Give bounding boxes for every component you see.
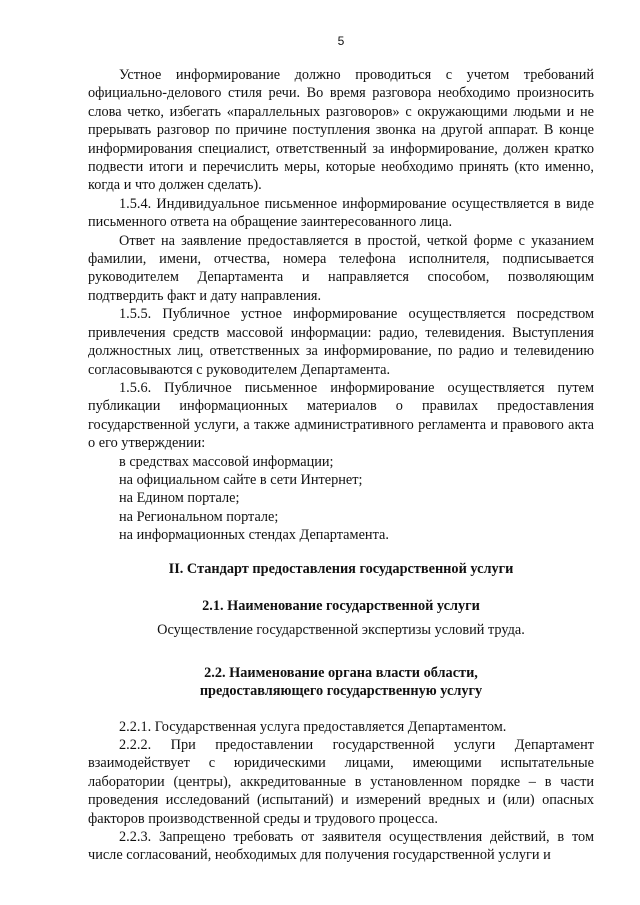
paragraph-2-2-2: 2.2.2. При предоставлении государственной услуги Департамент взаимодействует с юридическими лицами, имеющими испытательные лаборатории (центры), аккредитованные в установленном порядке – в части проведения исследований (испытаний) и измерений вредных и (или) опасных факторов производственной среды и трудового процесса.: [88, 737, 594, 827]
subsection-heading-2-2: [88, 664, 594, 701]
heading-line: 2.2. Наименование органа власти области,: [204, 664, 478, 681]
paragraph-response-form: Ответ на заявление предоставляется в простой, четкой форме с указанием фамилии, имени, отчества, номера телефона исполнителя, подписывается руководителем Департамента и направляется способом, позволяющим подтвердить факт и дату направления.: [88, 232, 594, 304]
list-item: на Едином портале;: [119, 490, 240, 507]
paragraph-2-2-3: 2.2.3. Запрещено требовать от заявителя осуществления действий, в том числе согласований, необходимых для получения государственной услуги и: [88, 829, 594, 864]
subsection-heading-2-1: 2.1. Наименование государственной услуги: [202, 597, 480, 614]
page-number: 5: [337, 34, 345, 48]
paragraph-oral-informing-style: Устное информирование должно проводиться с учетом требований официально-делового стиля речи. Во время разговора необходимо произносить слова четко, избегать «параллельных разговоров» с окружающими людьми и не прерывать разговор по причине поступления звонка на другой аппарат. В конце информирования специалист, ответственный за информирование, должен кратко подвести итоги и перечислить меры, которые необходимо принять (кто именно, когда и что должен сделать).: [88, 67, 594, 194]
paragraph-1-5-5: 1.5.5. Публичное устное информирование осуществляется посредством привлечения средств массовой информации: радио, телевидения. Выступления должностных лиц, ответственных за информирование, по радио и телевидению согласовываются с руководителем Департамента.: [88, 306, 594, 378]
paragraph-2-2-1: 2.2.1. Государственная услуга предоставляется Департаментом.: [119, 718, 507, 735]
list-item: в средствах массовой информации;: [119, 453, 334, 470]
list-item: на официальном сайте в сети Интернет;: [119, 471, 363, 488]
document-body: [88, 66, 594, 865]
section-heading-standard: II. Стандарт предоставления государственной услуги: [168, 560, 514, 577]
heading-line: предоставляющего государственную услугу: [199, 683, 483, 700]
paragraph-1-5-4: 1.5.4. Индивидуальное письменное информирование осуществляется в виде письменного ответа на обращение заинтересованного лица.: [88, 195, 594, 231]
list-item: на Региональном портале;: [119, 508, 279, 525]
service-name: Осуществление государственной экспертизы условий труда.: [157, 622, 525, 639]
paragraph-1-5-6: 1.5.6. Публичное письменное информирование осуществляется путем публикации информационных материалов о правилах предоставления государственной услуги, а также административного регламента и правового акта о его утверждении:: [88, 379, 594, 452]
list-item: на информационных стендах Департамента.: [119, 527, 389, 544]
